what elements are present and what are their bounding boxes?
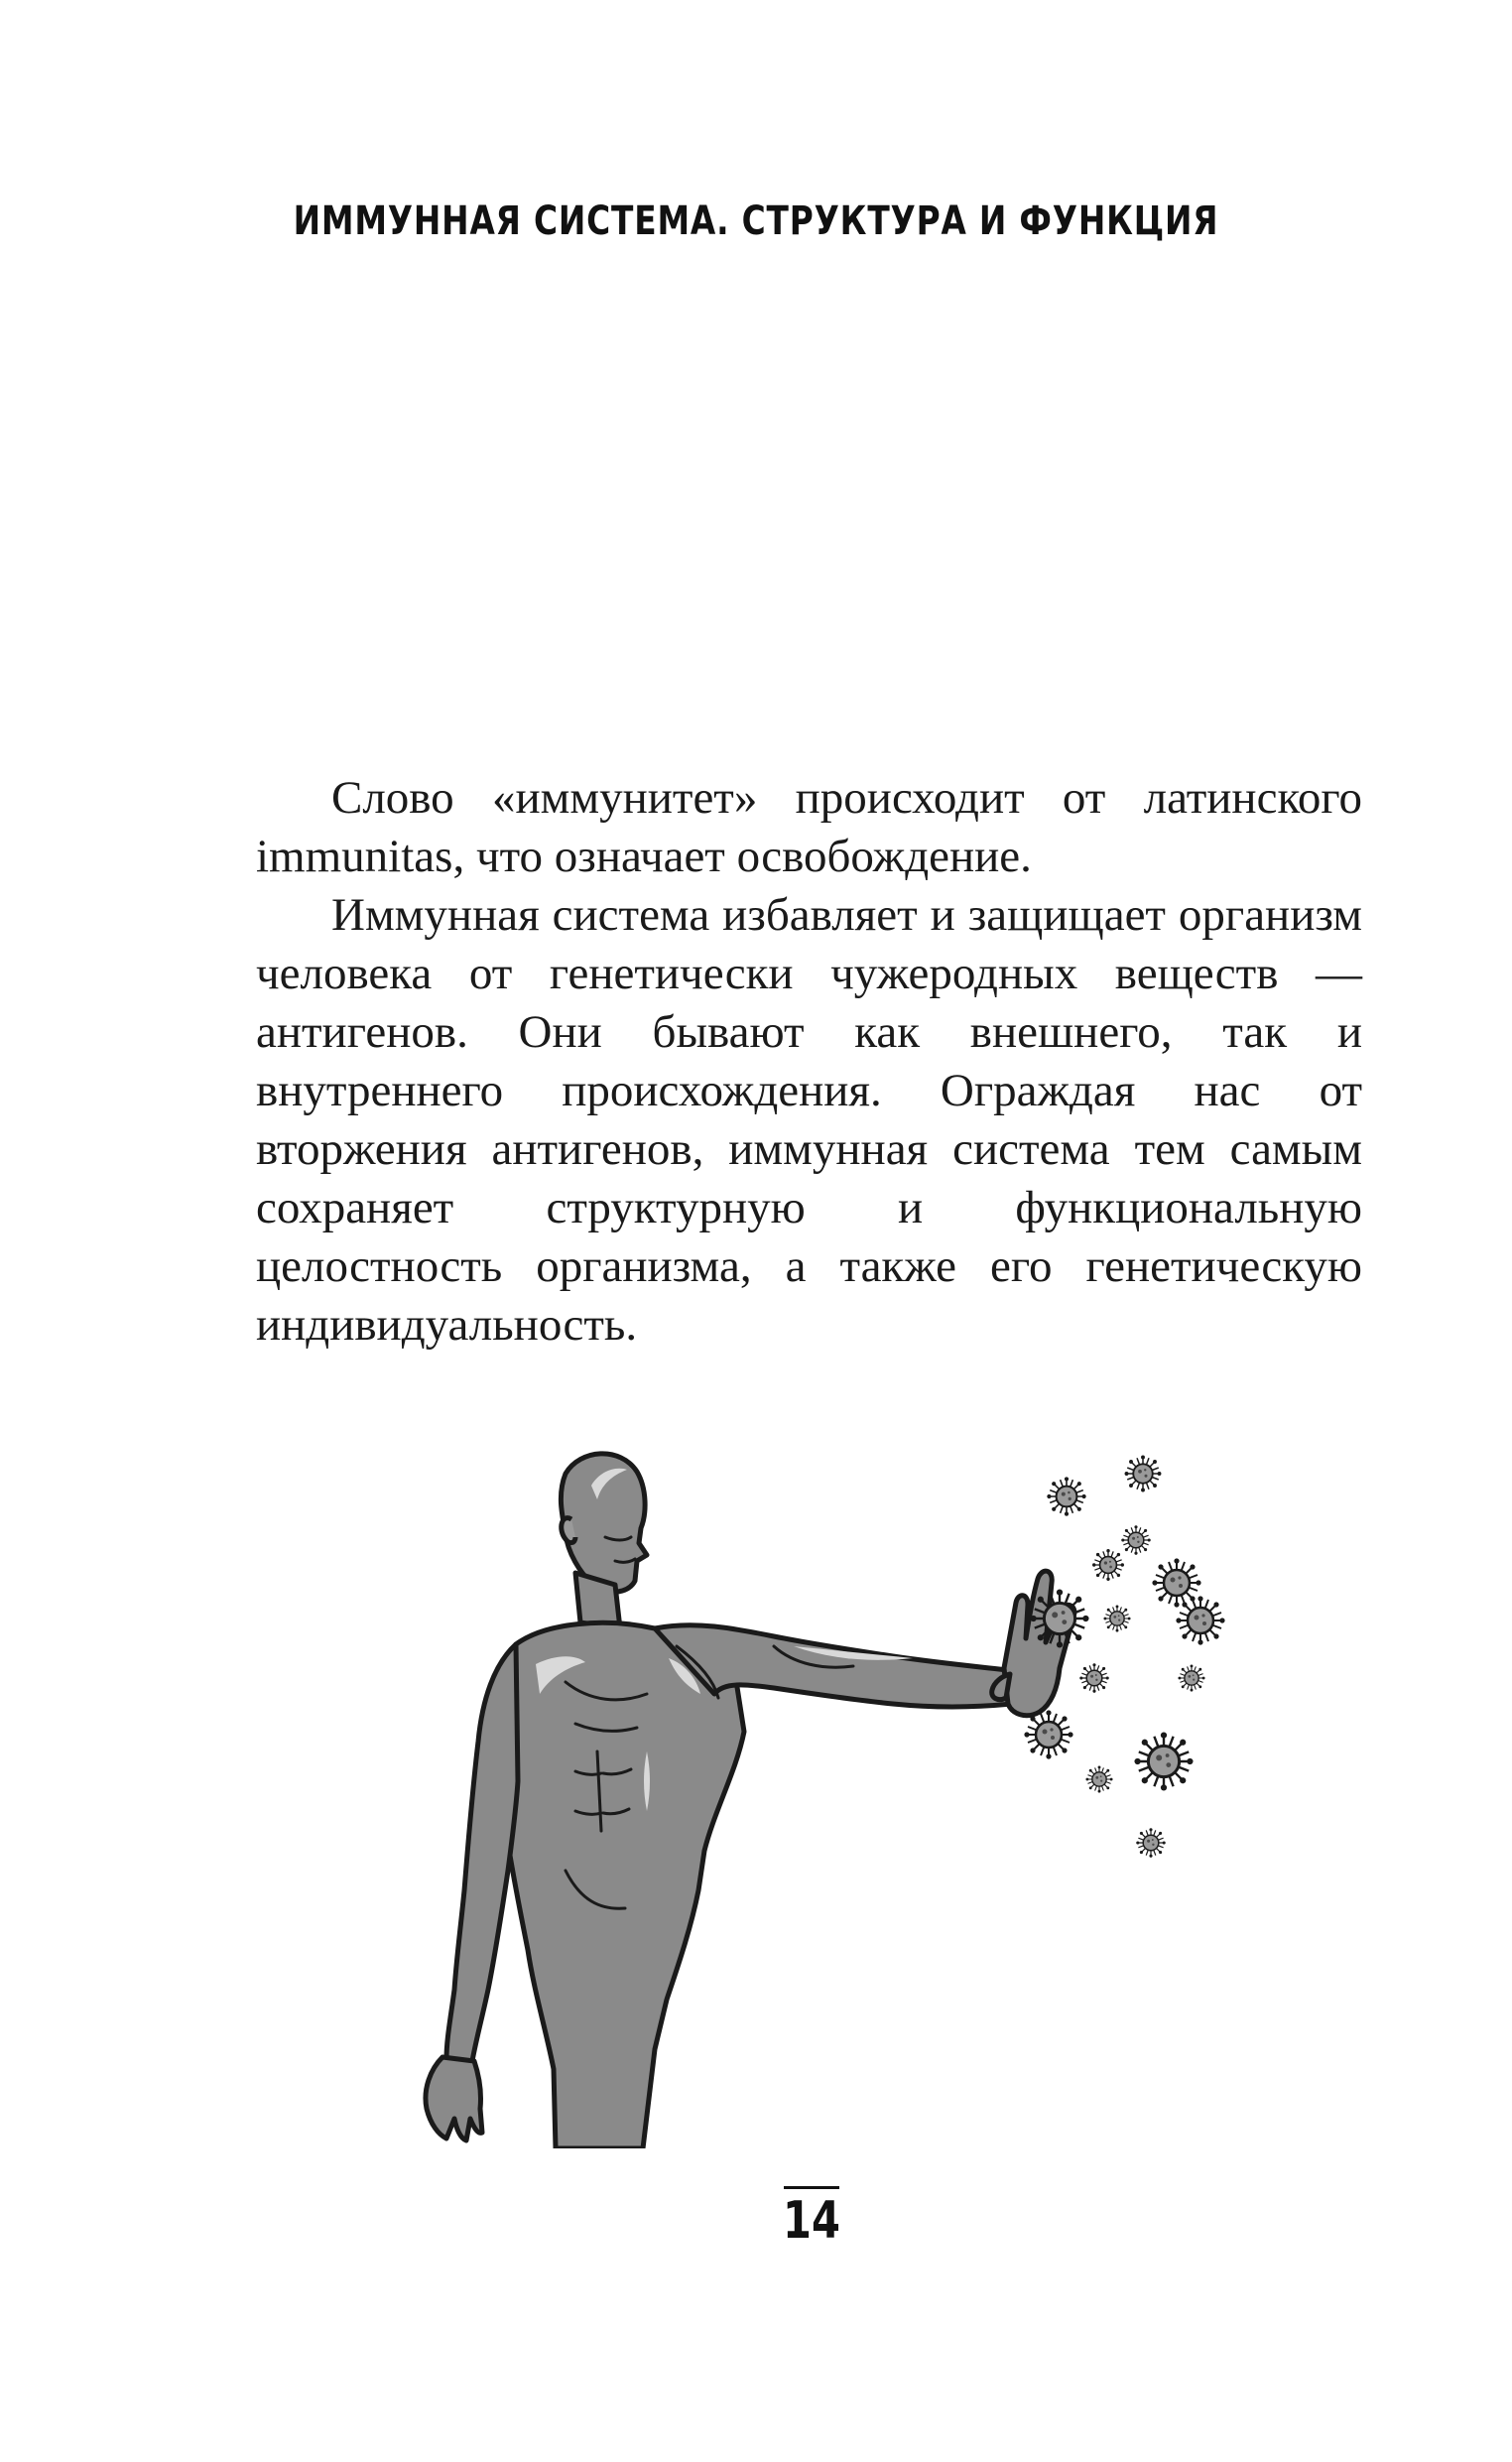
immune-illustration: [417, 1434, 1310, 2148]
running-title: ИММУННАЯ СИСТЕМА. СТРУКТУРА И ФУНКЦИЯ: [293, 198, 1219, 244]
page-number-rule: [784, 2186, 839, 2189]
human-figure-icon: [426, 1454, 1074, 2148]
paragraph: Иммунная система избавляет и защищает организм человека от генетически чужеродных веществ — антигенов. Они бывают как внешнего, так и внутреннего происхождения. Ограждая нас от вторжения антигенов, иммунная система тем самым сохраняет структурную и функциональную целостность организма, а также его генетическую индивидуальность.: [256, 889, 1362, 1351]
body-text: [256, 769, 1362, 1355]
paragraph: Слово «иммунитет» происходит от латинского immunitas, что означает освобождение.: [256, 772, 1362, 882]
page-number: 14: [783, 2191, 840, 2251]
